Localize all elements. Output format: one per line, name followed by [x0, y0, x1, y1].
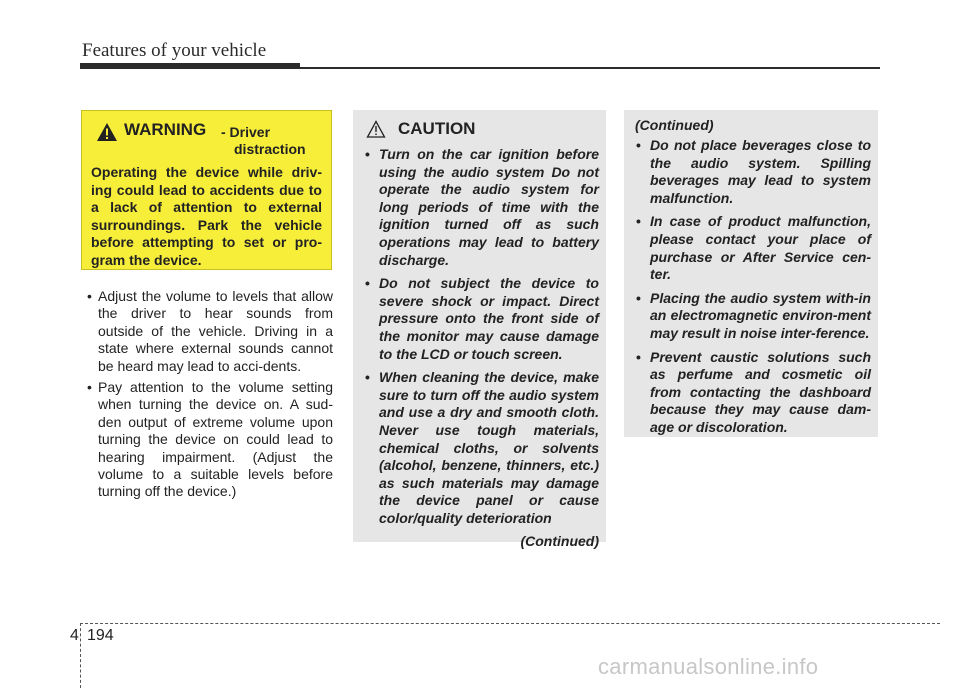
continued-label: (Continued) — [520, 533, 599, 550]
continued-heading: (Continued) — [635, 117, 714, 133]
list-item: • When cleaning the device, make sure to turn off the audio system and use a dry and smooth cloth. Never use tough materials, chemical cloths, or solvents (alcohol, benzene, thinners, etc.) as such materials may damage the device panel or cause color/quality deterioration — [364, 369, 599, 527]
continued-caution-box — [624, 110, 878, 437]
list-item: • Turn on the car ignition before using the audio system Do not operate the audio system for long periods of time with the ignition turned off as such operations may lead to battery discharge. — [364, 146, 599, 269]
footer-rule — [80, 623, 940, 624]
warning-box — [81, 110, 332, 270]
warning-text: Operating the device while driv-ing could lead to accidents due to a lack of attention to external surroundings. Park the vehicle before attempting to set or pro-gram the device. — [91, 164, 322, 268]
list-item: • Pay attention to the volume setting when turning the device on. A sud-den output of extreme volume upon turning the device on could lead to hearing impairment. (Adjust the volume to a suitable levels before turning off the device.) — [87, 379, 333, 501]
chapter-number: 4 — [70, 627, 79, 644]
page-header-title: Features of your vehicle — [82, 40, 267, 61]
list-item: • Placing the audio system with-in an electromagnetic environ-ment may result in noise inter-ference. — [635, 290, 871, 343]
list-item: • Do not subject the device to severe shock or impact. Direct pressure onto the front side of the monitor may cause damage to the LCD or touch screen. — [364, 275, 599, 363]
list-item: • Prevent caustic solutions such as perfume and cosmetic oil from contacting the dashboard because they may cause dam-age or discoloration. — [635, 349, 871, 437]
header-rule-thick — [80, 63, 300, 69]
list-item: • Do not place beverages close to the audio system. Spilling beverages may lead to system malfunction. — [635, 137, 871, 207]
caution-title: CAUTION — [398, 119, 476, 138]
caution-triangle-icon — [366, 120, 386, 138]
warning-subtitle: - Driver — [221, 124, 271, 140]
list-item: • In case of product malfunction, please contact your place of purchase or After Service cen-ter. — [635, 213, 871, 283]
warning-subtitle-2: distraction — [234, 141, 306, 157]
warning-header — [91, 120, 322, 164]
warning-triangle-icon — [96, 122, 118, 142]
continued-caution-list — [635, 137, 871, 437]
list-item: • Adjust the volume to levels that allow the driver to hear sounds from outside of the vehicle. Driving in a state where external sounds cannot be heard may lead to acci-dents. — [87, 288, 333, 375]
watermark: carmanualsonline.info — [598, 654, 819, 679]
caution-box — [353, 110, 606, 550]
header-rule-thin — [300, 67, 880, 69]
caution-header — [364, 118, 599, 146]
caution-list — [364, 146, 599, 527]
volume-instructions-list — [87, 288, 333, 505]
page-number: 194 — [87, 627, 114, 644]
warning-title: WARNING — [124, 120, 207, 139]
footer-vertical-rule — [80, 623, 81, 688]
